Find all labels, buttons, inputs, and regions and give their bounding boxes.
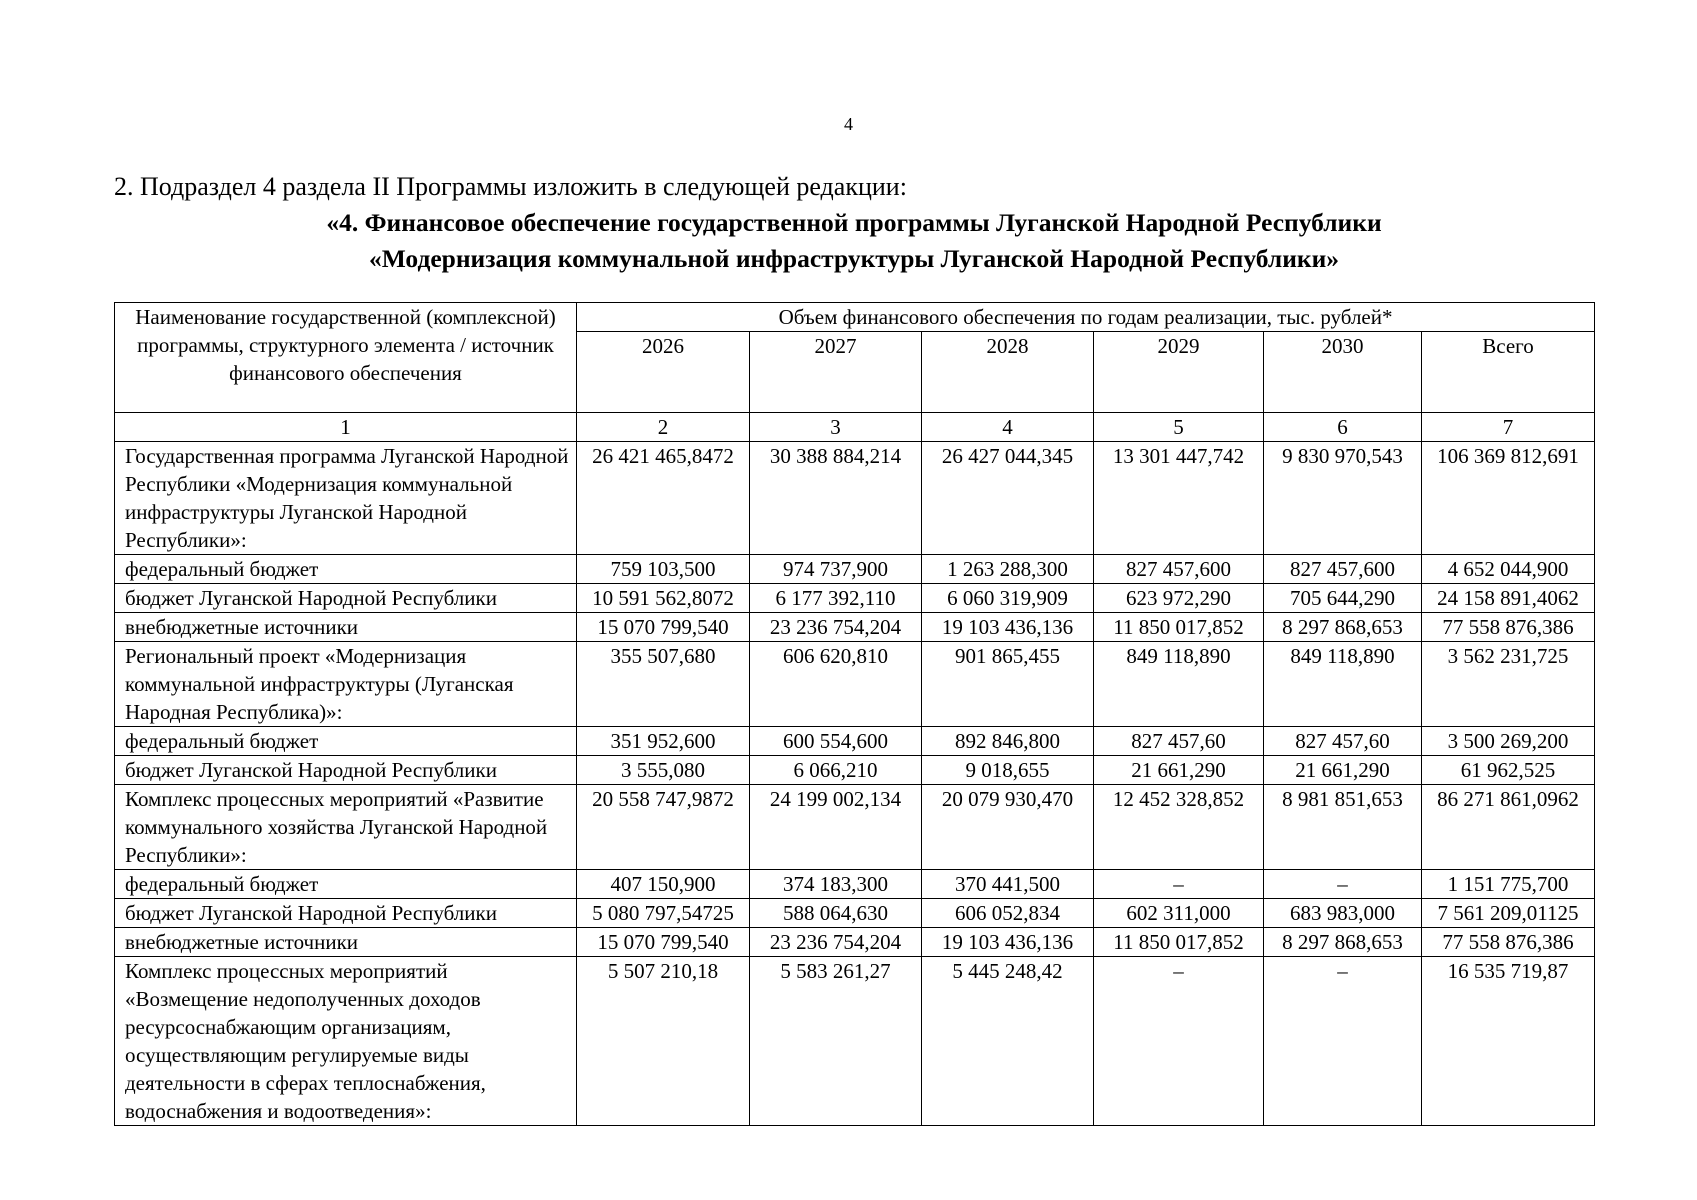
row-value-cell: 606 052,834 [922,899,1094,928]
row-value-cell: 8 297 868,653 [1264,928,1422,957]
row-value-cell: 974 737,900 [750,555,922,584]
row-value-cell: 683 983,000 [1264,899,1422,928]
row-value-cell: 21 661,290 [1264,756,1422,785]
row-total-cell: 4 652 044,900 [1422,555,1595,584]
row-total-cell: 3 562 231,725 [1422,642,1595,727]
row-value-cell: 1 263 288,300 [922,555,1094,584]
row-value-cell: 407 150,900 [577,870,750,899]
column-index-cell: 2 [577,413,750,442]
row-value-cell: 20 079 930,470 [922,785,1094,870]
row-value-cell: – [1264,957,1422,1126]
table-row [115,727,1595,756]
row-value-cell: 9 830 970,543 [1264,442,1422,555]
row-value-cell: 892 846,800 [922,727,1094,756]
header-total-cell: Всего [1422,332,1595,413]
row-value-cell: 849 118,890 [1094,642,1264,727]
section-title-line-2: «Модернизация коммунальной инфраструктуры Луганской Народной Республики» [368,244,1340,273]
row-name-cell: внебюджетные источники [115,613,577,642]
table-row [115,957,1595,1126]
row-value-cell: – [1094,870,1264,899]
row-value-cell: 374 183,300 [750,870,922,899]
table-row [115,785,1595,870]
row-value-cell: 5 445 248,42 [922,957,1094,1126]
row-total-cell: 7 561 209,01125 [1422,899,1595,928]
column-index-cell: 4 [922,413,1094,442]
row-name-cell: федеральный бюджет [115,555,577,584]
intro-text: 2. Подраздел 4 раздела II Программы изложить в следующей редакции: [114,172,907,201]
header-year-cell: 2029 [1094,332,1264,413]
row-total-cell: 106 369 812,691 [1422,442,1595,555]
row-value-cell: 5 507 210,18 [577,957,750,1126]
row-value-cell: 9 018,655 [922,756,1094,785]
row-name-cell: бюджет Луганской Народной Республики [115,756,577,785]
page-number: 4 [844,114,853,134]
table-row [115,928,1595,957]
column-index-cell: 6 [1264,413,1422,442]
row-name-cell: Комплекс процессных мероприятий «Развитие коммунального хозяйства Луганской Народной Республики»: [115,785,577,870]
row-value-cell: 21 661,290 [1094,756,1264,785]
row-value-cell: 901 865,455 [922,642,1094,727]
row-value-cell: 20 558 747,9872 [577,785,750,870]
row-value-cell: – [1264,870,1422,899]
column-index-row [115,413,1595,442]
header-year-cell: 2026 [577,332,750,413]
column-index-cell: 7 [1422,413,1595,442]
row-value-cell: 849 118,890 [1264,642,1422,727]
header-year-cell: 2028 [922,332,1094,413]
row-value-cell: 5 080 797,54725 [577,899,750,928]
table-row [115,870,1595,899]
table-row [115,584,1595,613]
row-value-cell: 6 060 319,909 [922,584,1094,613]
row-value-cell: 370 441,500 [922,870,1094,899]
row-value-cell: 13 301 447,742 [1094,442,1264,555]
row-value-cell: 23 236 754,204 [750,928,922,957]
row-name-cell: Государственная программа Луганской Народной Республики «Модернизация коммунальной инфраструктуры Луганской Народной Республики»: [115,442,577,555]
row-value-cell: 23 236 754,204 [750,613,922,642]
table-row [115,555,1595,584]
row-value-cell: 8 297 868,653 [1264,613,1422,642]
row-value-cell: 26 421 465,8472 [577,442,750,555]
row-name-cell: бюджет Луганской Народной Республики [115,899,577,928]
row-value-cell: 355 507,680 [577,642,750,727]
header-year-cell: 2030 [1264,332,1422,413]
row-value-cell: 11 850 017,852 [1094,613,1264,642]
row-total-cell: 77 558 876,386 [1422,613,1595,642]
row-total-cell: 3 500 269,200 [1422,727,1595,756]
row-value-cell: 6 066,210 [750,756,922,785]
row-value-cell: 19 103 436,136 [922,613,1094,642]
row-value-cell: 588 064,630 [750,899,922,928]
row-value-cell: 30 388 884,214 [750,442,922,555]
row-value-cell: 19 103 436,136 [922,928,1094,957]
row-value-cell: 11 850 017,852 [1094,928,1264,957]
row-value-cell: 26 427 044,345 [922,442,1094,555]
section-title [114,205,1594,277]
column-index-cell: 1 [115,413,577,442]
table-row [115,899,1595,928]
table-row [115,756,1595,785]
row-value-cell: 15 070 799,540 [577,928,750,957]
row-value-cell: 15 070 799,540 [577,613,750,642]
table-row [115,642,1595,727]
row-total-cell: 16 535 719,87 [1422,957,1595,1126]
row-value-cell: 6 177 392,110 [750,584,922,613]
row-value-cell: 8 981 851,653 [1264,785,1422,870]
row-name-cell: внебюджетные источники [115,928,577,957]
row-value-cell: 827 457,60 [1094,727,1264,756]
row-total-cell: 24 158 891,4062 [1422,584,1595,613]
row-total-cell: 1 151 775,700 [1422,870,1595,899]
table-row [115,442,1595,555]
row-value-cell: 5 583 261,27 [750,957,922,1126]
column-index-cell: 5 [1094,413,1264,442]
row-name-cell: бюджет Луганской Народной Республики [115,584,577,613]
row-value-cell: 351 952,600 [577,727,750,756]
column-index-cell: 3 [750,413,922,442]
row-name-cell: федеральный бюджет [115,870,577,899]
row-value-cell: 827 457,600 [1264,555,1422,584]
header-row [115,303,1595,332]
row-value-cell: 759 103,500 [577,555,750,584]
finance-table [114,302,1595,1126]
header-volume-cell: Объем финансового обеспечения по годам реализации, тыс. рублей* [577,303,1595,332]
row-value-cell: 24 199 002,134 [750,785,922,870]
row-value-cell: 827 457,60 [1264,727,1422,756]
row-name-cell: Региональный проект «Модернизация коммунальной инфраструктуры (Луганская Народная Республика)»: [115,642,577,727]
section-title-line-1: «4. Финансовое обеспечение государственной программы Луганской Народной Республики [326,208,1382,237]
row-value-cell: 12 452 328,852 [1094,785,1264,870]
header-year-cell: 2027 [750,332,922,413]
header-name-cell: Наименование государственной (комплексной) программы, структурного элемента / источник финансового обеспечения [115,303,577,413]
row-name-cell: федеральный бюджет [115,727,577,756]
row-value-cell: 705 644,290 [1264,584,1422,613]
row-value-cell: 602 311,000 [1094,899,1264,928]
row-value-cell: 600 554,600 [750,727,922,756]
row-value-cell: 10 591 562,8072 [577,584,750,613]
row-name-cell: Комплекс процессных мероприятий «Возмещение недополученных доходов ресурсоснабжающим организациям, осуществляющим регулируемые виды деятельности в сферах теплоснабжения, водоснабжения и водоотведения»: [115,957,577,1126]
row-total-cell: 61 962,525 [1422,756,1595,785]
row-value-cell: 827 457,600 [1094,555,1264,584]
row-total-cell: 77 558 876,386 [1422,928,1595,957]
row-value-cell: 606 620,810 [750,642,922,727]
row-value-cell: – [1094,957,1264,1126]
table-row [115,613,1595,642]
row-value-cell: 3 555,080 [577,756,750,785]
row-value-cell: 623 972,290 [1094,584,1264,613]
row-total-cell: 86 271 861,0962 [1422,785,1595,870]
